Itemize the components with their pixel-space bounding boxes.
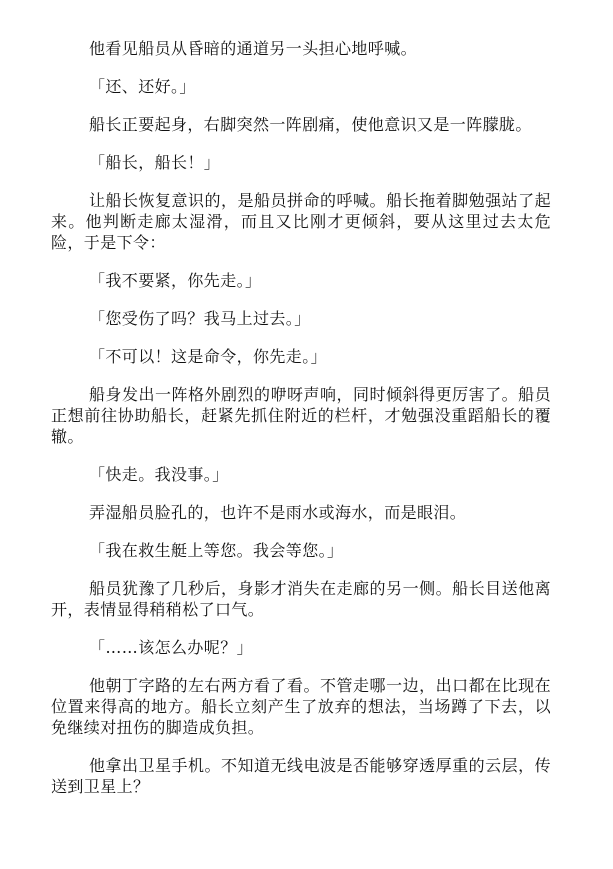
dialogue-line: 「我在救生艇上等您。我会等您。」 — [89, 541, 344, 560]
paragraph: 让船长恢复意识的，是船员拼命的呼喊。船长拖着脚勉强站了起来。他判断走廊太湿滑，而且又比刚才更倾斜，要从这里过去太危险，于是下令： — [51, 191, 551, 252]
dialogue-line: 「还、还好。」 — [89, 77, 196, 96]
dialogue-line: 「……该怎么办呢？」 — [89, 638, 254, 657]
dialogue-line: 「快走。我没事。」 — [89, 465, 229, 484]
paragraph: 船身发出一阵格外剧烈的咿呀声响，同时倾斜得更厉害了。船员正想前往协助船长，赶紧先抓住附近的栏杆，才勉强没重蹈船长的覆辙。 — [51, 385, 551, 446]
paragraph: 船长正要起身，右脚突然一阵剧痛，使他意识又是一阵朦胧。 — [89, 115, 532, 134]
paragraph: 他拿出卫星手机。不知道无线电波是否能够穿透厚重的云层，传送到卫星上？ — [51, 756, 551, 796]
paragraph: 弄湿船员脸孔的，也许不是雨水或海水，而是眼泪。 — [89, 503, 467, 522]
paragraph: 他看见船员从昏暗的通道另一头担心地呼喊。 — [89, 39, 418, 58]
dialogue-line: 「我不要紧，你先走。」 — [89, 271, 262, 290]
dialogue-line: 「您受伤了吗？我马上过去。」 — [89, 309, 311, 328]
paragraph: 他朝丁字路的左右两方看了看。不管走哪一边，出口都在比现在位置来得高的地方。船长立刻产生了放弃的想法，当场蹲了下去，以免继续对扭伤的脚造成负担。 — [51, 676, 551, 737]
dialogue-line: 「不可以！这是命令，你先走。」 — [89, 347, 328, 366]
paragraph: 船员犹豫了几秒后，身影才消失在走廊的另一侧。船长目送他离开，表情显得稍稍松了口气。 — [51, 579, 551, 619]
dialogue-line: 「船长，船长！」 — [89, 153, 221, 172]
document-body — [51, 38, 551, 814]
